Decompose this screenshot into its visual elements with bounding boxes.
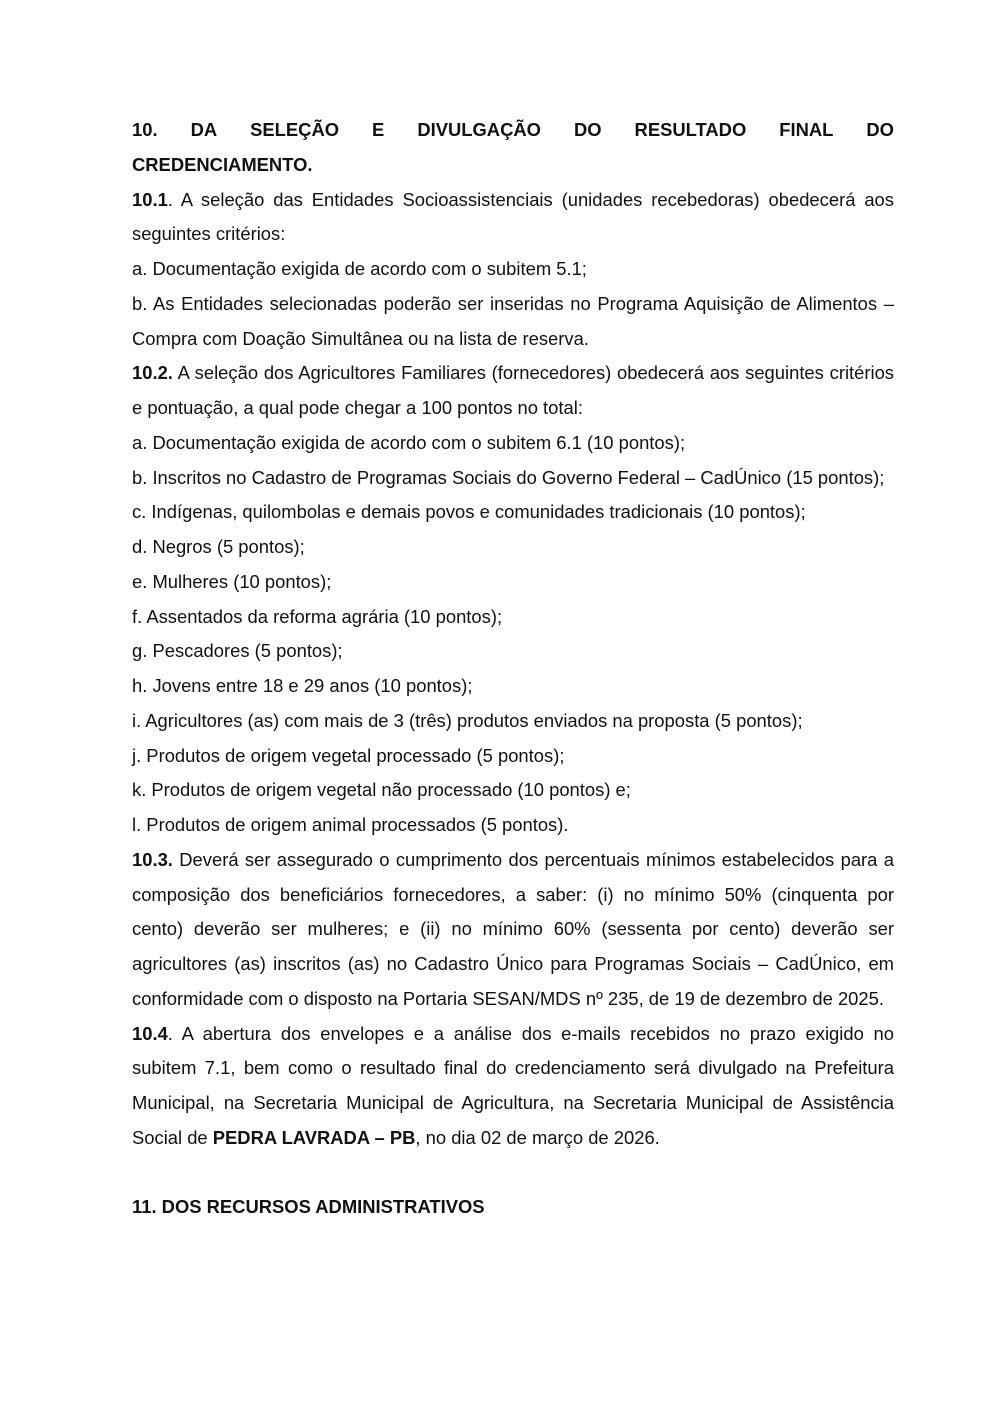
criterion-10-2-b: b. Inscritos no Cadastro de Programas Sociais do Governo Federal – CadÚnico (15 pontos);: [132, 466, 885, 488]
criterion-10-2-a: a. Documentação exigida de acordo com o subitem 6.1 (10 pontos);: [132, 431, 686, 453]
heading-word: RESULTADO: [634, 119, 747, 140]
criterion-10-1-a: a. Documentação exigida de acordo com o subitem 5.1;: [132, 258, 587, 279]
section-10-heading-line2: CREDENCIAMENTO.: [132, 153, 313, 175]
criterion-10-1-b: b. As Entidades selecionadas poderão ser inseridas no Programa Aquisição de Alimentos – Compra com Doação Simultânea ou na lista de reserva.: [132, 292, 894, 349]
section-spacer: [132, 1156, 894, 1191]
heading-word: SELEÇÃO: [250, 119, 340, 140]
heading-word: E: [372, 119, 385, 140]
item-number: 10.1: [132, 188, 168, 210]
heading-word: 10.: [132, 119, 158, 140]
criterion-10-2-i: i. Agricultores (as) com mais de 3 (três) produtos enviados na proposta (5 pontos);: [132, 709, 803, 731]
criterion-10-2-j: j. Produtos de origem vegetal processado (5 pontos);: [132, 744, 565, 766]
criterion-10-2-e: e. Mulheres (10 pontos);: [132, 570, 332, 592]
item-text-end: , no dia 02 de março de 2026.: [415, 1126, 660, 1148]
heading-word: DO: [866, 119, 894, 140]
item-10-1: [132, 183, 894, 253]
criterion-10-2-g: g. Pescadores (5 pontos);: [132, 640, 343, 662]
document-page: [132, 113, 894, 1225]
item-text: A seleção dos Agricultores Familiares (fornecedores) obedecerá aos seguintes critérios e pontuação, a qual pode chegar a 100 pontos no total:: [132, 362, 894, 418]
criterion-10-2-c: c. Indígenas, quilombolas e demais povos e comunidades tradicionais (10 pontos);: [132, 501, 806, 523]
criterion-10-2-d: d. Negros (5 pontos);: [132, 536, 305, 557]
item-text: Deverá ser assegurado o cumprimento dos percentuais mínimos estabelecidos para a composição dos beneficiários fornecedores, a saber: (i) no mínimo 50% (cinquenta por cento) deverão ser mulheres; e (ii) no mínimo 60% (sessenta por cento) deverão ser agricultores (as) inscritos (as) no Cadastro Único para Programas Sociais – CadÚnico, em conformidade com o disposto na Portaria SESAN/MDS nº 235, de 19 de dezembro de 2025.: [132, 848, 894, 1009]
section-10-heading-line1: [132, 113, 894, 148]
item-number: 10.4: [132, 1022, 168, 1044]
item-10-3: [132, 843, 894, 1017]
item-text: . A seleção das Entidades Socioassistenciais (unidades recebedoras) obedecerá aos seguintes critérios:: [132, 188, 894, 245]
section-11-heading: 11. DOS RECURSOS ADMINISTRATIVOS: [132, 1196, 485, 1218]
heading-word: DO: [573, 119, 602, 140]
item-number: 10.3.: [132, 848, 173, 870]
heading-word: DA: [190, 119, 218, 140]
item-number: 10.2.: [132, 362, 173, 384]
heading-word: FINAL: [779, 119, 834, 140]
municipality-name: PEDRA LAVRADA – PB: [212, 1126, 416, 1148]
item-10-2: [132, 356, 894, 426]
criterion-10-2-k: k. Produtos de origem vegetal não processado (10 pontos) e;: [132, 779, 631, 801]
criterion-10-2-h: h. Jovens entre 18 e 29 anos (10 pontos);: [132, 675, 473, 696]
criterion-10-2-f: f. Assentados da reforma agrária (10 pontos);: [132, 605, 503, 627]
criterion-10-2-l: l. Produtos de origem animal processados (5 pontos).: [132, 814, 569, 835]
item-text: . A abertura dos envelopes e a análise dos e-mails recebidos no prazo exigido no subitem 7.1, bem como o resultado final do credenciamento será divulgado na Prefeitura Municipal, na Secretaria Municipal de Agricultura, na Secretaria Municipal de Assistência Social de: [132, 1022, 894, 1148]
item-10-4: [132, 1017, 894, 1156]
heading-word: DIVULGAÇÃO: [417, 119, 541, 140]
